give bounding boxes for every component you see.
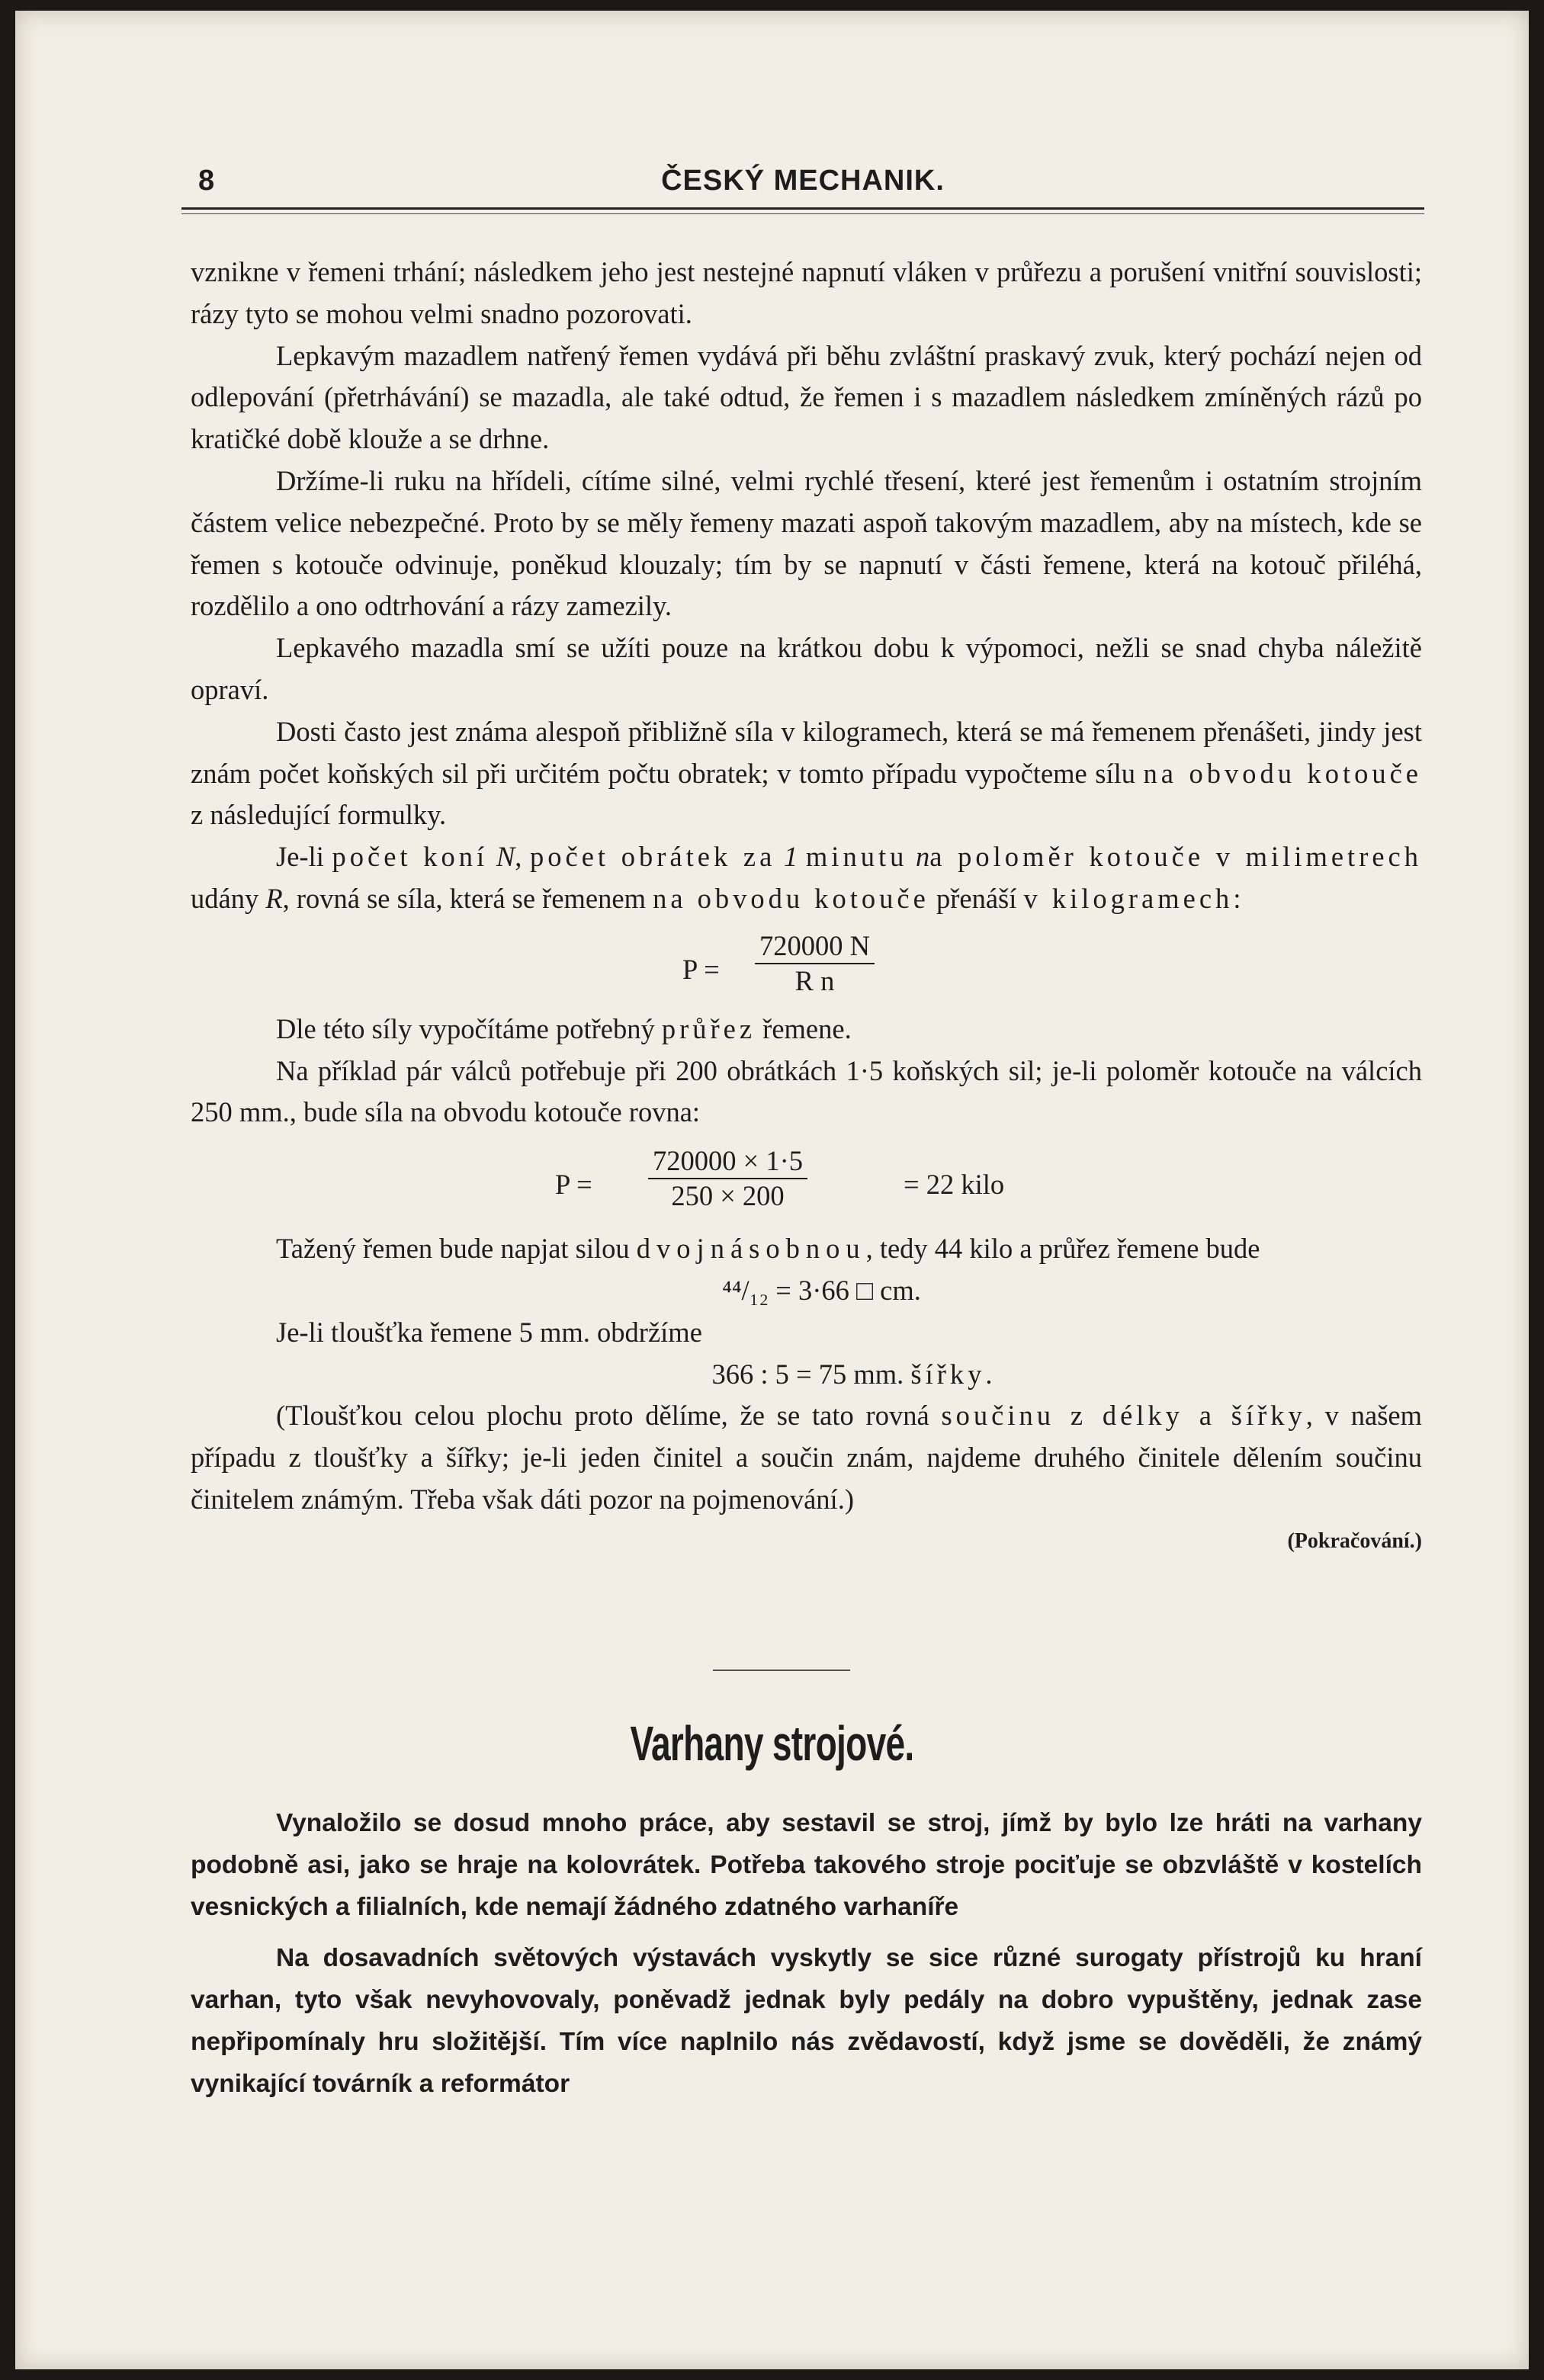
formula-rhs: = 22 kilo bbox=[904, 1169, 1005, 1201]
article-organ-machines bbox=[191, 1802, 1422, 2105]
formula-line: 366 : 5 = 75 mm. šířky. bbox=[711, 1358, 993, 1390]
paragraph: Tažený řemen bude napjat silou dvojnásobnou, tedy 44 kilo a průřez řemene bude bbox=[276, 1233, 1260, 1265]
header-rule-thick bbox=[181, 207, 1424, 210]
formula-fraction bbox=[755, 929, 875, 998]
paragraph: Lepkavého mazadla smí se užíti pouze na krátkou dobu k výpomoci, nežli se snad chyba náležitě opraví. bbox=[191, 632, 1422, 705]
article-title: Varhany strojové. bbox=[630, 1716, 914, 1771]
journal-title: ČESKÝ MECHANIK. bbox=[661, 165, 945, 197]
paragraph: Je-li počet koní N, počet obrátek za 1 minutu na poloměr kotouče v milimetrech udány R, rovná se síla, která se řemenem na obvodu kotouče přenáší v kilogramech: bbox=[191, 841, 1423, 914]
numerator: 720000 × 1·5 bbox=[648, 1144, 807, 1179]
formula-example bbox=[191, 1134, 1422, 1228]
paragraph: Dle této síly vypočítáme potřebný průřez řemene. bbox=[276, 1012, 852, 1044]
paragraph: Vynaložilo se dosud mnoho práce, aby sestavil se stroj, jímž by bylo lze hráti na varhany podobně asi, jako se hraje na kolovrátek. Potřeba takového stroje pociťuje se obzvláště v kostelích vesnických a filialních, kde nemají žádného zdatného varhaníře bbox=[191, 1809, 1422, 1921]
formula-lhs: P = bbox=[682, 953, 720, 985]
paragraph: vznikne v řemeni trhání; následkem jeho jest nestejné napnutí vláken v průřezu a porušení vnitřní souvislosti; rázy tyto se mohou velmi snadno pozorovati. bbox=[191, 256, 1422, 329]
paragraph: Na dosavadních světových výstavách vyskytly se sice různé surogaty přístrojů ku hraní varhan, tyto však nevyhovovaly, poněvadž jednak byly pedály na dobro vypuštěny, jednak zase nepřipomínaly hru složitější. Tím více naplnilo nás zvědavostí, když jsme se dověděli, že známý vynikající továrník a reformátor bbox=[191, 1944, 1422, 2098]
formula-fraction bbox=[648, 1144, 807, 1213]
paragraph: Dosti často jest známa alespoň přibližně síla v kilogramech, která se má řemenem přenášeti, jindy jest znám počet koňských sil při určitém počtu obratek; v tomto případu vypočteme sílu na obvodu kotouče z následující formulky. bbox=[191, 715, 1422, 831]
paragraph: Držíme-li ruku na hřídeli, cítíme silné, velmi rychlé třesení, které jest řemenům i ostatním strojním částem velice nebezpečné. Proto by se měly řemeny mazati aspoň takovým mazadlem, aby na místech, kde se řemen s kotouče odvinuje, poněkud klouzaly; tím by se napnutí v části řemene, která na kotouč přiléhá, rozdělilo a ono odtrhování a rázy zamezily. bbox=[191, 464, 1422, 622]
paragraph: Je-li tloušťka řemene 5 mm. obdržíme bbox=[276, 1316, 702, 1348]
page-number: 8 bbox=[198, 165, 215, 197]
paragraph: Lepkavým mazadlem natřený řemen vydává při běhu zvláštní praskavý zvuk, který pochází nejen od odlepování (přetrhávání) se mazadla, ale také odtud, že řemen i s mazadlem následkem zmíněných rázů po kratičké době klouže a se drhne. bbox=[191, 339, 1422, 455]
paragraph: (Tloušťkou celou plochu proto dělíme, že se tato rovná součinu z délky a šířky, v našem případu z tloušťky a šířky; je-li jeden činitel a součin znám, najdeme druhého činitele dělením součinu činitelem známým. Třeba však dáti pozor na pojmenování.) bbox=[191, 1400, 1422, 1515]
page-header bbox=[181, 160, 1424, 206]
denominator: R n bbox=[794, 964, 835, 996]
denominator: 250 × 200 bbox=[671, 1180, 785, 1212]
continued-note: (Pokračování.) bbox=[1287, 1528, 1422, 1553]
header-rule-thin bbox=[181, 213, 1424, 214]
formula-force bbox=[191, 920, 1422, 1009]
article-belt-lubrication bbox=[191, 252, 1422, 1563]
numerator: 720000 N bbox=[755, 929, 875, 964]
emphasis: na obvodu kotouče bbox=[1143, 757, 1422, 789]
formula-lhs: P = bbox=[555, 1169, 592, 1201]
paragraph: Na příklad pár válců potřebuje při 200 obrátkách 1·5 koňských sil; je-li poloměr kotouče na válcích 250 mm., bude síla na obvodu kotouče rovna: bbox=[191, 1054, 1422, 1128]
formula-line: ⁴⁴/₁₂ = 3·66 □ cm. bbox=[722, 1274, 921, 1306]
page bbox=[15, 11, 1529, 2369]
section-divider bbox=[713, 1670, 850, 1671]
